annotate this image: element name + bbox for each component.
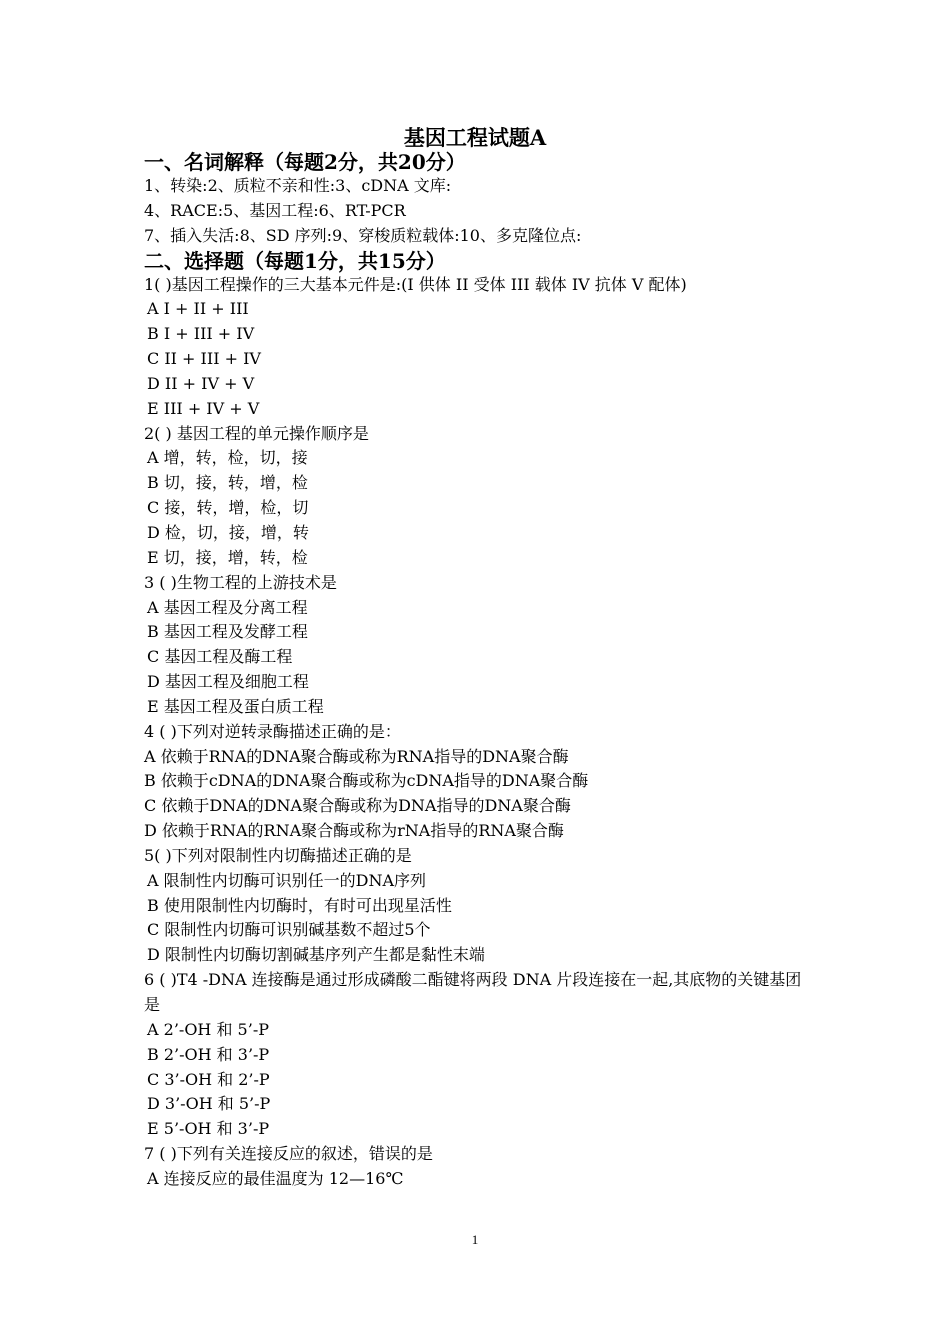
question-1-option: E III + IV + V (147, 398, 260, 418)
question-4-option: D 依赖于RNA的RNA聚合酶或称为rNA指导的RNA聚合酶 (144, 821, 564, 841)
question-6-option: D 3’-OH 和 5’-P (147, 1094, 271, 1114)
question-2-option: D 检，切，接，增，转 (147, 522, 309, 542)
question-5-option: D 限制性内切酶切割碱基序列产生都是黏性末端 (147, 945, 485, 965)
question-2-option: B 切，接，转，增，检 (147, 473, 308, 493)
section-2-heading: 二、选择题（每题1分，共15分） (144, 248, 446, 273)
question-6-stem: 6 ( )T4 -DNA 连接酶是通过形成磷酸二酯键将两段 DNA 片段连接在一起,其底物的关键基团是 (144, 970, 802, 1014)
question-1-stem: 1( )基因工程操作的三大基本元件是:(I 供体 II 受体 III 载体 IV 抗体 V 配体) (144, 274, 687, 294)
question-6-option: E 5’-OH 和 3’-P (147, 1119, 270, 1139)
question-1-option: B I + III + IV (147, 324, 255, 344)
question-2-option: E 切，接，增，转，检 (147, 547, 308, 567)
section-1-heading: 一、名词解释（每题2分，共20分） (144, 150, 466, 174)
question-6-option: B 2’-OH 和 3’-P (147, 1044, 270, 1064)
question-5-option: C 限制性内切酶可识别碱基数不超过5个 (147, 920, 431, 940)
question-1-option: D II + IV + V (147, 373, 255, 393)
question-5-option: A 限制性内切酶可识别任一的DNA序列 (147, 870, 427, 890)
question-1-option: C II + III + IV (147, 349, 261, 369)
page-content (144, 150, 809, 1192)
question-3-option: C 基因工程及酶工程 (147, 647, 293, 667)
question-1-option: A I + II + III (147, 299, 249, 319)
question-2-option: A 增，转，检，切，接 (147, 448, 308, 468)
term-line: 4、RACE:5、基因工程:6、RT-PCR (144, 200, 406, 220)
question-2-option: C 接，转，增，检，切 (147, 498, 309, 518)
question-5-option: B 使用限制性内切酶时，有时可出现星活性 (147, 895, 452, 915)
term-line: 1、转染:2、质粒不亲和性:3、cDNA 文库: (144, 176, 452, 195)
page-title: 基因工程试题A (403, 125, 547, 150)
question-6-option: C 3’-OH 和 2’-P (147, 1069, 270, 1089)
question-7-stem: 7 ( )下列有关连接反应的叙述，错误的是 (144, 1144, 433, 1164)
question-3-option: E 基因工程及蛋白质工程 (147, 696, 324, 716)
question-3-stem: 3 ( )生物工程的上游技术是 (144, 572, 337, 592)
question-3-option: A 基因工程及分离工程 (147, 597, 308, 617)
question-6-option: A 2’-OH 和 5’-P (147, 1019, 269, 1039)
question-2-stem: 2( ) 基因工程的单元操作顺序是 (144, 423, 369, 443)
question-4-option: C 依赖于DNA的DNA聚合酶或称为DNA指导的DNA聚合酶 (144, 796, 571, 816)
page-number: 1 (471, 1232, 479, 1247)
question-3-option: D 基因工程及细胞工程 (147, 672, 309, 692)
question-7-option: A 连接反应的最佳温度为 12—16℃ (147, 1168, 404, 1188)
question-4-option: A 依赖于RNA的DNA聚合酶或称为RNA指导的DNA聚合酶 (144, 746, 569, 766)
question-5-stem: 5( )下列对限制性内切酶描述正确的是 (144, 845, 412, 865)
question-3-option: B 基因工程及发酵工程 (147, 622, 308, 642)
question-4-stem: 4 ( )下列对逆转录酶描述正确的是： (144, 721, 401, 741)
question-4-option: B 依赖于cDNA的DNA聚合酶或称为cDNA指导的DNA聚合酶 (144, 771, 589, 791)
term-line: 7、插入失活:8、SD 序列:9、穿梭质粒载体:10、多克隆位点: (144, 225, 582, 245)
